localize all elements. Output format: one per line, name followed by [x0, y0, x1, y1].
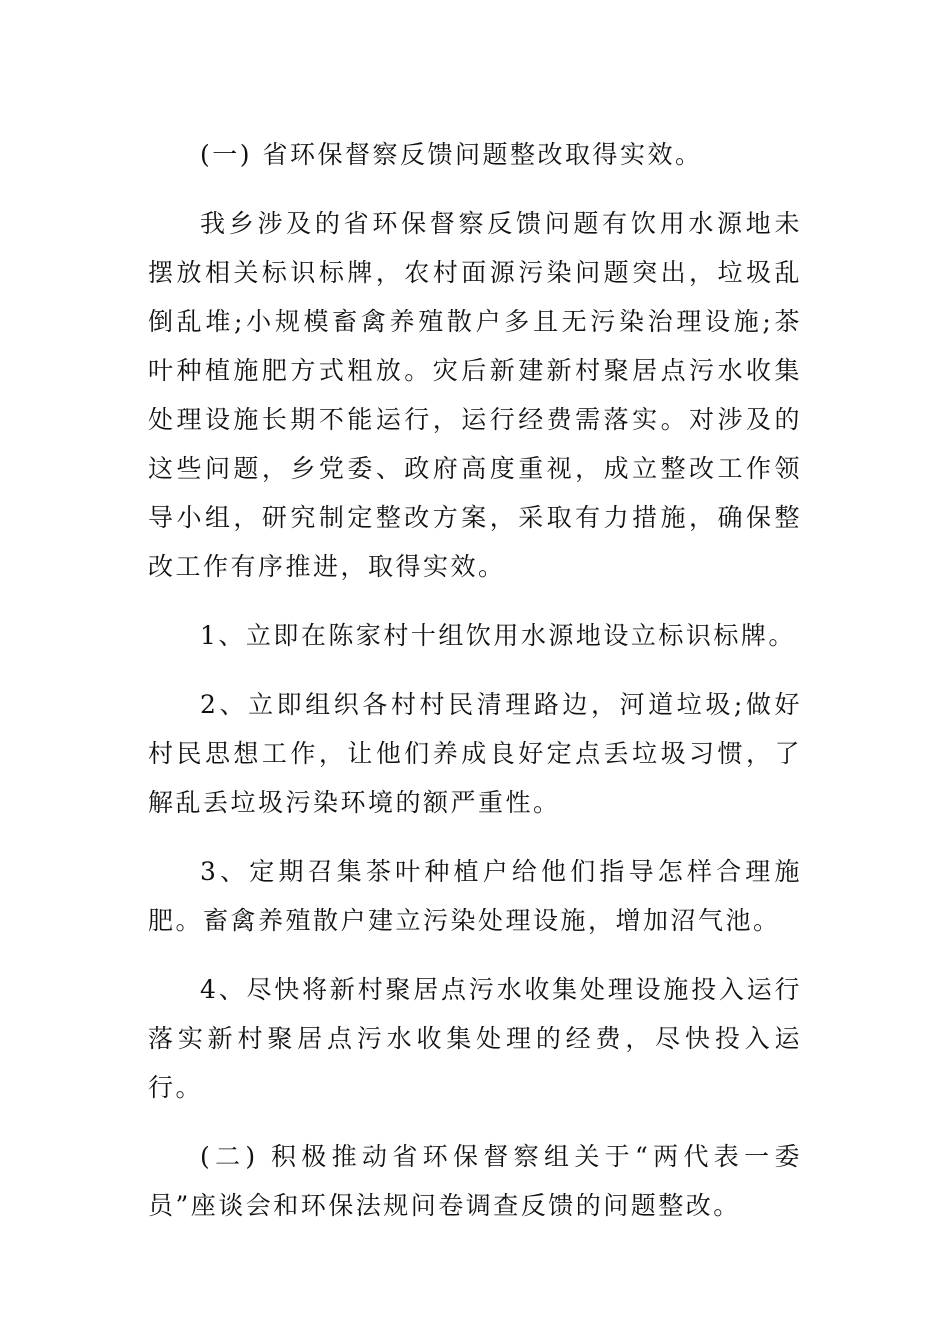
- list-item-4: 4、尽快将新村聚居点污水收集处理设施投入运行落实新村聚居点污水收集处理的经费，尽快投入运行。: [148, 975, 802, 1102]
- list-item-1: 1、立即在陈家村十组饮用水源地设立标识标牌。: [200, 621, 796, 650]
- section-heading-1: (一) 省环保督察反馈问题整改取得实效。: [200, 140, 703, 169]
- list-item-3: 3、定期召集茶叶种植户给他们指导怎样合理施肥。畜禽养殖散户建立污染处理设施，增加沼气池。: [148, 857, 802, 935]
- list-item-2: 2、立即组织各村村民清理路边，河道垃圾;做好村民思想工作，让他们养成良好定点丢垃圾习惯，了解乱丢垃圾污染环境的额严重性。: [148, 690, 802, 817]
- document-body: [148, 130, 802, 1250]
- body-paragraph: 我乡涉及的省环保督察反馈问题有饮用水源地未摆放相关标识标牌，农村面源污染问题突出，垃圾乱倒乱堆;小规模畜禽养殖散户多且无污染治理设施;茶叶种植施肥方式粗放。灾后新建新村聚居点污水收集处理设施长期不能运行，运行经费需落实。对涉及的这些问题，乡党委、政府高度重视，成立整改工作领导小组，研究制定整改方案，采取有力措施，确保整改工作有序推进，取得实效。: [148, 209, 802, 581]
- section-heading-2: (二) 积极推动省环保督察组关于“两代表一委员”座谈会和环保法规问卷调查反馈的问题整改。: [148, 1142, 802, 1220]
